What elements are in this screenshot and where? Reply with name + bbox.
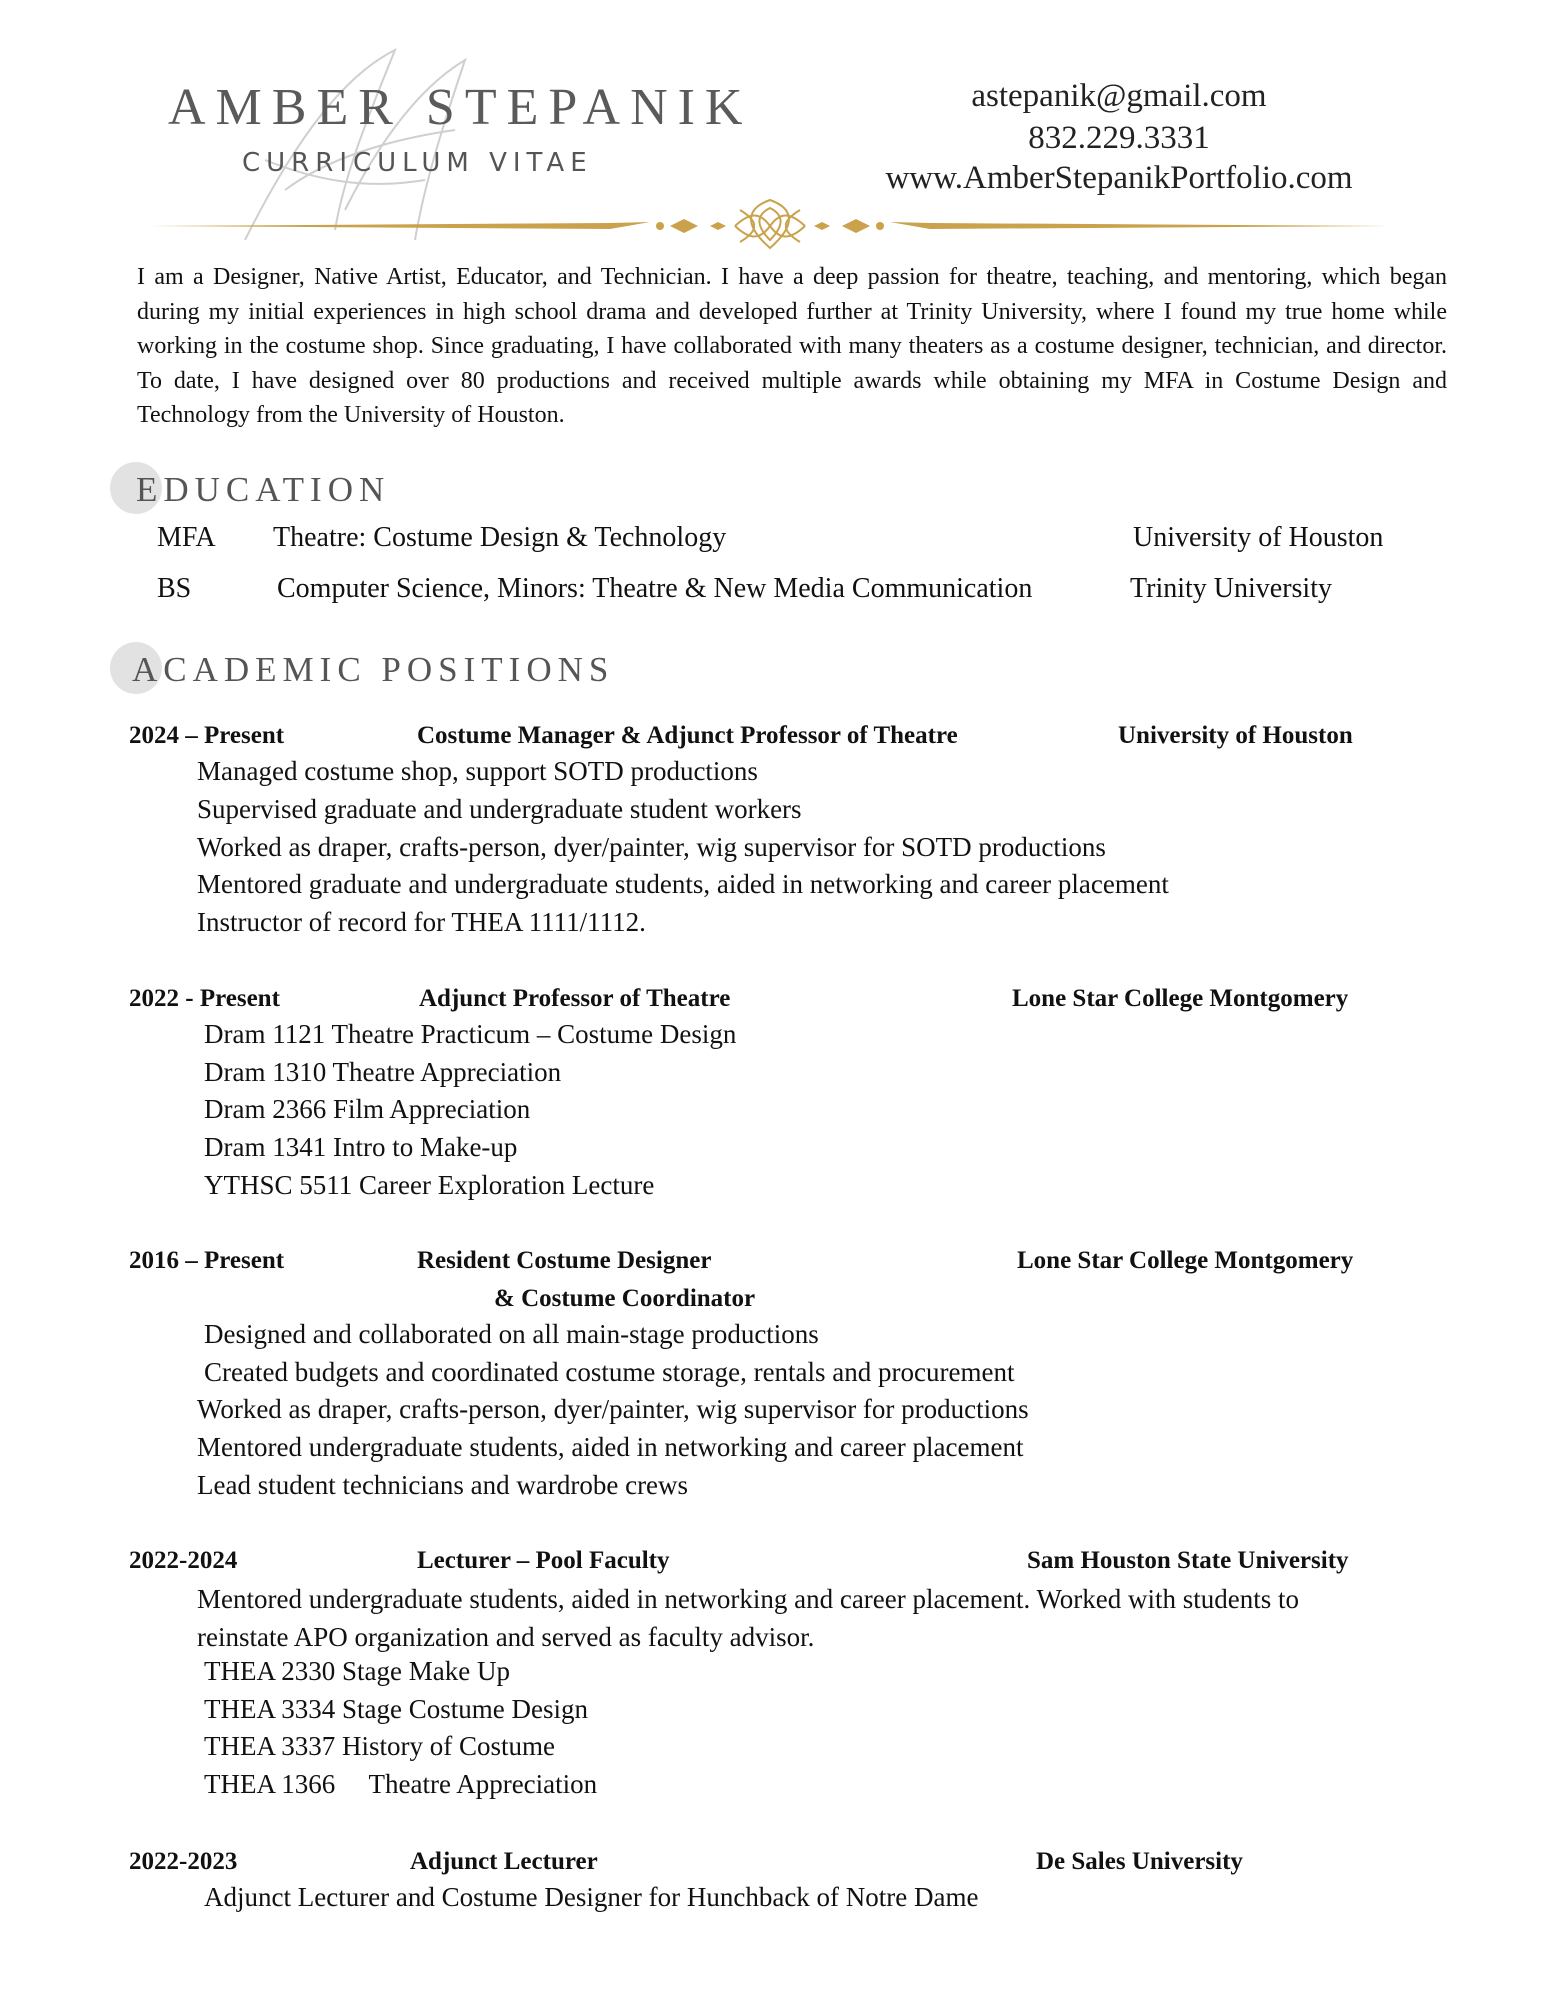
position-title: Lecturer – Pool Faculty <box>417 1547 670 1574</box>
education-institution: University of Houston <box>1133 522 1384 553</box>
course-item: Dram 1341 Intro to Make-up <box>204 1132 518 1162</box>
position-institution: Lone Star College Montgomery <box>1017 1247 1354 1274</box>
position-institution: Lone Star College Montgomery <box>1012 985 1349 1012</box>
education-field: Theatre: Costume Design & Technology <box>273 522 727 553</box>
course-item: THEA 3334 Stage Costume Design <box>204 1694 588 1724</box>
course-item: Dram 2366 Film Appreciation <box>204 1094 531 1124</box>
position-duty: Adjunct Lecturer and Costume Designer for Hunchback of Notre Dame <box>204 1882 979 1912</box>
position-title: Costume Manager & Adjunct Professor of Theatre <box>417 722 958 749</box>
position-dates: 2016 – Present <box>129 1247 285 1274</box>
document-subtitle: CURRICULUM VITAE <box>242 148 593 178</box>
position-title: Resident Costume Designer <box>417 1247 712 1274</box>
contact-website[interactable]: www.AmberStepanikPortfolio.com <box>885 160 1353 196</box>
education-degree: BS <box>157 573 192 604</box>
position-duty: Lead student technicians and wardrobe crews <box>197 1470 689 1500</box>
education-degree: MFA <box>157 522 216 553</box>
ornamental-divider <box>150 192 1390 252</box>
course-item: THEA 1366 Theatre Appreciation <box>204 1769 598 1799</box>
position-dates: 2022-2024 <box>129 1547 238 1574</box>
position-duty: Mentored graduate and undergraduate students, aided in networking and career placement <box>197 869 1169 899</box>
position-duty: Managed costume shop, support SOTD productions <box>197 756 758 786</box>
position-institution: Sam Houston State University <box>1027 1547 1349 1574</box>
position-institution: De Sales University <box>1036 1848 1243 1875</box>
position-duty: Designed and collaborated on all main-stage productions <box>204 1319 819 1349</box>
education-field: Computer Science, Minors: Theatre & New Media Communication <box>277 573 1033 604</box>
candidate-name: AMBER STEPANIK <box>168 79 753 136</box>
position-title-line2: & Costume Coordinator <box>494 1285 756 1312</box>
professional-summary: I am a Designer, Native Artist, Educator, and Technician. I have a deep passion for theatre, teaching, and mentoring, which began during my initial experiences in high school drama and developed further at Trinity University, where I found my true home while working in the costume shop. Since graduating, I have collaborated with many theaters as a costume designer, technician, and director. To date, I have designed over 80 productions and received multiple awards while obtaining my MFA in Costume Design and Technology from the University of Houston. <box>137 264 1447 428</box>
position-duty: Mentored undergraduate students, aided in networking and career placement <box>197 1432 1024 1462</box>
position-duty: Worked as draper, crafts-person, dyer/painter, wig supervisor for productions <box>197 1394 1029 1424</box>
course-item: THEA 2330 Stage Make Up <box>204 1656 510 1686</box>
position-title: Adjunct Lecturer <box>410 1848 598 1875</box>
position-duty: Instructor of record for THEA 1111/1112. <box>197 907 646 937</box>
position-title: Adjunct Professor of Theatre <box>419 985 731 1012</box>
position-duty: Created budgets and coordinated costume storage, rentals and procurement <box>204 1357 1015 1387</box>
position-dates: 2022-2023 <box>129 1848 238 1875</box>
position-dates: 2024 – Present <box>129 722 285 749</box>
position-dates: 2022 - Present <box>129 985 280 1012</box>
contact-email[interactable]: astepanik@gmail.com <box>971 78 1267 114</box>
education-heading-label: EDUCATION <box>136 470 391 509</box>
contact-phone[interactable]: 832.229.3331 <box>1028 120 1210 156</box>
education-institution: Trinity University <box>1130 573 1332 604</box>
academic-heading-label: ACADEMIC POSITIONS <box>132 650 615 689</box>
position-description: Mentored undergraduate students, aided in networking and career placement. Worked with students to reinstate APO organization and served as faculty advisor. <box>197 1584 1300 1652</box>
course-item: YTHSC 5511 Career Exploration Lecture <box>204 1170 655 1200</box>
course-item: Dram 1121 Theatre Practicum – Costume Design <box>204 1019 737 1049</box>
course-item: THEA 3337 History of Costume <box>204 1731 555 1761</box>
position-duty: Supervised graduate and undergraduate student workers <box>197 794 802 824</box>
position-institution: University of Houston <box>1118 722 1353 749</box>
position-duty: Worked as draper, crafts-person, dyer/painter, wig supervisor for SOTD productions <box>197 832 1106 862</box>
course-item: Dram 1310 Theatre Appreciation <box>204 1057 562 1087</box>
